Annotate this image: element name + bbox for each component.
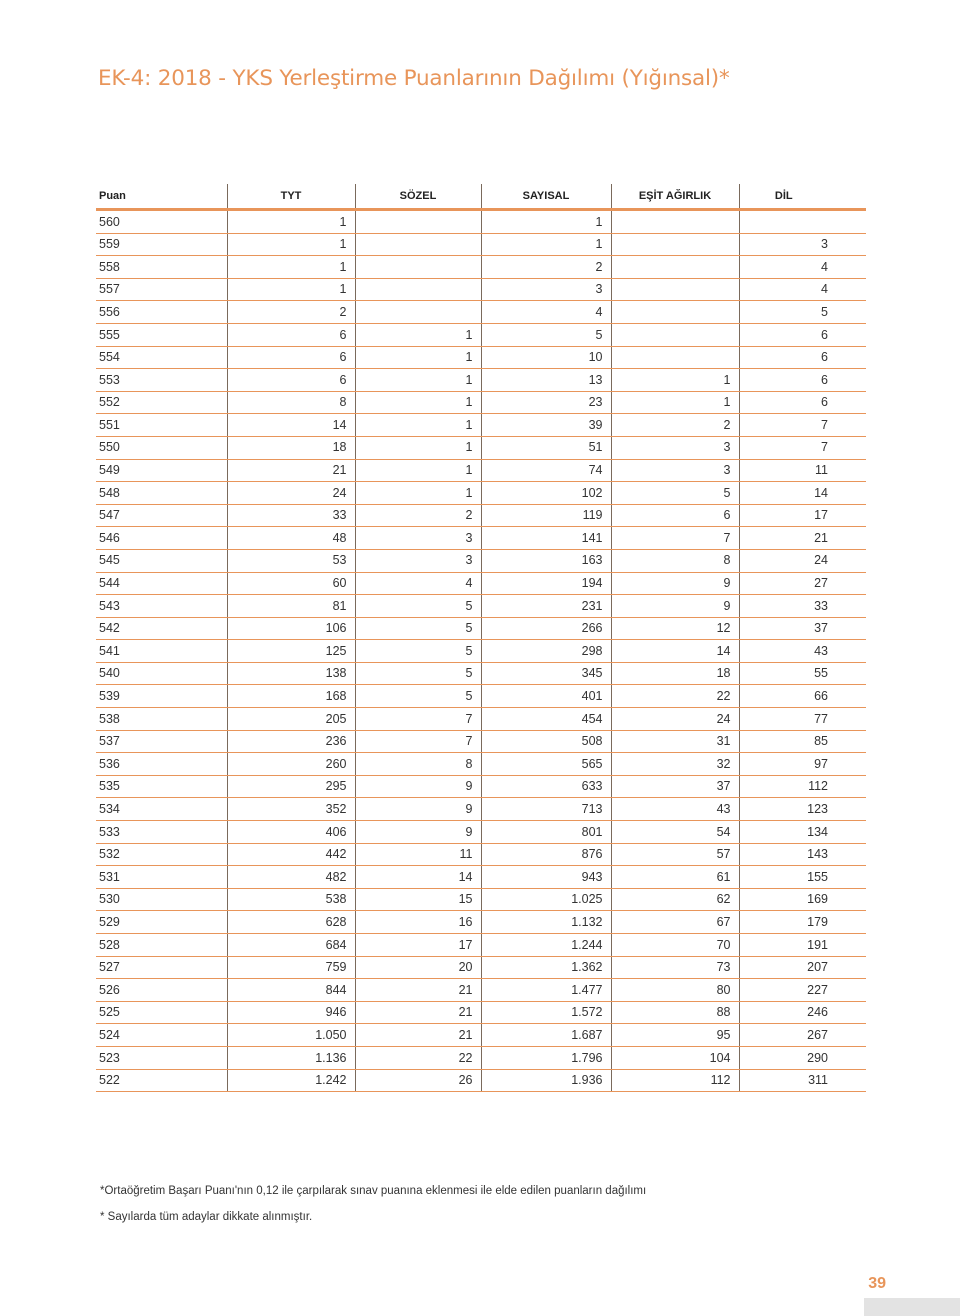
cell-tyt: 352 xyxy=(227,798,355,821)
cell-puan: 530 xyxy=(96,888,227,911)
cell-puan: 551 xyxy=(96,414,227,437)
cell-puan: 531 xyxy=(96,866,227,889)
cell-sozel xyxy=(355,256,481,279)
cell-puan: 529 xyxy=(96,911,227,934)
cell-sayisal: 454 xyxy=(481,708,611,731)
cell-puan: 552 xyxy=(96,391,227,414)
table-row xyxy=(96,911,866,934)
cell-dil: 290 xyxy=(739,1046,866,1069)
cell-dil: 246 xyxy=(739,1001,866,1024)
table-row xyxy=(96,662,866,685)
cell-sayisal: 401 xyxy=(481,685,611,708)
cell-sayisal: 266 xyxy=(481,617,611,640)
cell-tyt: 81 xyxy=(227,595,355,618)
cell-dil: 97 xyxy=(739,753,866,776)
cell-tyt: 24 xyxy=(227,482,355,505)
cell-dil: 55 xyxy=(739,662,866,685)
cell-tyt: 60 xyxy=(227,572,355,595)
cell-dil: 77 xyxy=(739,708,866,731)
cell-sayisal: 23 xyxy=(481,391,611,414)
cell-esit-agirlik: 43 xyxy=(611,798,739,821)
cell-dil: 27 xyxy=(739,572,866,595)
cell-tyt: 684 xyxy=(227,934,355,957)
cell-sozel: 9 xyxy=(355,821,481,844)
cell-sayisal: 194 xyxy=(481,572,611,595)
cell-sayisal: 10 xyxy=(481,346,611,369)
table-row xyxy=(96,572,866,595)
cell-tyt: 1 xyxy=(227,278,355,301)
cell-sozel: 21 xyxy=(355,1024,481,1047)
footnote-all-candidates: * Sayılarda tüm adaylar dikkate alınmıştır. xyxy=(100,1211,313,1223)
cell-sozel: 26 xyxy=(355,1069,481,1092)
cell-dil: 143 xyxy=(739,843,866,866)
cell-puan: 554 xyxy=(96,346,227,369)
cell-esit-agirlik xyxy=(611,278,739,301)
cell-tyt: 260 xyxy=(227,753,355,776)
table-row xyxy=(96,527,866,550)
table-row xyxy=(96,1024,866,1047)
cell-dil: 4 xyxy=(739,256,866,279)
cell-puan: 548 xyxy=(96,482,227,505)
cell-sayisal: 1.687 xyxy=(481,1024,611,1047)
cell-sayisal: 1 xyxy=(481,210,611,234)
cell-sozel xyxy=(355,233,481,256)
table-row xyxy=(96,1069,866,1092)
cell-dil: 85 xyxy=(739,730,866,753)
cell-sozel: 17 xyxy=(355,934,481,957)
cell-dil: 311 xyxy=(739,1069,866,1092)
cell-sayisal: 231 xyxy=(481,595,611,618)
cell-esit-agirlik: 2 xyxy=(611,414,739,437)
cell-sozel: 5 xyxy=(355,640,481,663)
header-sayisal: SAYISAL xyxy=(481,184,611,210)
table-row xyxy=(96,956,866,979)
table-row xyxy=(96,391,866,414)
cell-sayisal: 713 xyxy=(481,798,611,821)
header-dil: DİL xyxy=(739,184,866,210)
cell-puan: 543 xyxy=(96,595,227,618)
cell-puan: 537 xyxy=(96,730,227,753)
cell-sozel: 1 xyxy=(355,391,481,414)
cell-puan: 525 xyxy=(96,1001,227,1024)
cell-sayisal: 345 xyxy=(481,662,611,685)
cell-sayisal: 141 xyxy=(481,527,611,550)
score-distribution-table xyxy=(96,184,866,1092)
table-header-row xyxy=(96,184,866,210)
cell-puan: 557 xyxy=(96,278,227,301)
cell-dil: 6 xyxy=(739,391,866,414)
cell-tyt: 1 xyxy=(227,256,355,279)
cell-puan: 528 xyxy=(96,934,227,957)
cell-sozel: 21 xyxy=(355,1001,481,1024)
cell-dil: 6 xyxy=(739,369,866,392)
cell-tyt: 48 xyxy=(227,527,355,550)
cell-sayisal: 74 xyxy=(481,459,611,482)
footnote-obp: *Ortaöğretim Başarı Puanı'nın 0,12 ile çarpılarak sınav puanına eklenmesi ile elde edilen puanların dağılımı xyxy=(100,1185,647,1197)
table-row xyxy=(96,482,866,505)
cell-puan: 526 xyxy=(96,979,227,1002)
table-row xyxy=(96,436,866,459)
cell-esit-agirlik: 61 xyxy=(611,866,739,889)
table-row xyxy=(96,1001,866,1024)
cell-tyt: 21 xyxy=(227,459,355,482)
cell-puan: 550 xyxy=(96,436,227,459)
cell-sayisal: 13 xyxy=(481,369,611,392)
cell-puan: 546 xyxy=(96,527,227,550)
cell-sayisal: 1.936 xyxy=(481,1069,611,1092)
table-row xyxy=(96,708,866,731)
cell-esit-agirlik: 24 xyxy=(611,708,739,731)
cell-sozel: 15 xyxy=(355,888,481,911)
cell-tyt: 33 xyxy=(227,504,355,527)
cell-dil: 66 xyxy=(739,685,866,708)
cell-sayisal: 1.572 xyxy=(481,1001,611,1024)
cell-tyt: 205 xyxy=(227,708,355,731)
cell-sozel: 1 xyxy=(355,482,481,505)
cell-tyt: 236 xyxy=(227,730,355,753)
cell-tyt: 138 xyxy=(227,662,355,685)
cell-sayisal: 508 xyxy=(481,730,611,753)
cell-esit-agirlik: 73 xyxy=(611,956,739,979)
cell-esit-agirlik: 8 xyxy=(611,549,739,572)
cell-sayisal: 1.477 xyxy=(481,979,611,1002)
table-row xyxy=(96,346,866,369)
table-row xyxy=(96,210,866,234)
cell-sozel: 1 xyxy=(355,346,481,369)
cell-tyt: 442 xyxy=(227,843,355,866)
cell-esit-agirlik: 6 xyxy=(611,504,739,527)
cell-sozel: 5 xyxy=(355,685,481,708)
cell-tyt: 844 xyxy=(227,979,355,1002)
table-row xyxy=(96,369,866,392)
cell-dil: 123 xyxy=(739,798,866,821)
table-row xyxy=(96,798,866,821)
table-row xyxy=(96,934,866,957)
cell-tyt: 1.242 xyxy=(227,1069,355,1092)
cell-puan: 535 xyxy=(96,775,227,798)
cell-sayisal: 1.244 xyxy=(481,934,611,957)
cell-sayisal: 1.362 xyxy=(481,956,611,979)
cell-sozel: 1 xyxy=(355,414,481,437)
table-row xyxy=(96,753,866,776)
page-footer-bar xyxy=(864,1298,960,1316)
cell-esit-agirlik: 70 xyxy=(611,934,739,957)
cell-esit-agirlik xyxy=(611,233,739,256)
cell-tyt: 1 xyxy=(227,233,355,256)
cell-dil: 37 xyxy=(739,617,866,640)
cell-sayisal: 102 xyxy=(481,482,611,505)
cell-sozel: 7 xyxy=(355,708,481,731)
cell-puan: 558 xyxy=(96,256,227,279)
page-title: EK-4: 2018 - YKS Yerleştirme Puanlarının Dağılımı (Yığınsal)* xyxy=(98,66,730,91)
cell-dil: 207 xyxy=(739,956,866,979)
table-row xyxy=(96,504,866,527)
cell-tyt: 125 xyxy=(227,640,355,663)
header-tyt: TYT xyxy=(227,184,355,210)
cell-puan: 544 xyxy=(96,572,227,595)
cell-esit-agirlik: 57 xyxy=(611,843,739,866)
cell-sozel: 11 xyxy=(355,843,481,866)
cell-tyt: 628 xyxy=(227,911,355,934)
cell-tyt: 1 xyxy=(227,210,355,234)
cell-esit-agirlik: 67 xyxy=(611,911,739,934)
table-row xyxy=(96,278,866,301)
cell-tyt: 2 xyxy=(227,301,355,324)
cell-sayisal: 1 xyxy=(481,233,611,256)
cell-dil: 7 xyxy=(739,414,866,437)
cell-tyt: 1.050 xyxy=(227,1024,355,1047)
header-esit-agirlik: EŞİT AĞIRLIK xyxy=(611,184,739,210)
cell-esit-agirlik xyxy=(611,301,739,324)
cell-tyt: 406 xyxy=(227,821,355,844)
cell-esit-agirlik: 9 xyxy=(611,595,739,618)
cell-tyt: 8 xyxy=(227,391,355,414)
cell-esit-agirlik: 112 xyxy=(611,1069,739,1092)
cell-sayisal: 1.132 xyxy=(481,911,611,934)
table-row xyxy=(96,866,866,889)
cell-sozel: 9 xyxy=(355,798,481,821)
cell-sozel: 5 xyxy=(355,617,481,640)
header-puan: Puan xyxy=(96,184,227,210)
cell-tyt: 295 xyxy=(227,775,355,798)
cell-dil: 7 xyxy=(739,436,866,459)
cell-esit-agirlik xyxy=(611,210,739,234)
cell-esit-agirlik xyxy=(611,323,739,346)
cell-dil: 6 xyxy=(739,323,866,346)
cell-sozel: 8 xyxy=(355,753,481,776)
cell-esit-agirlik: 88 xyxy=(611,1001,739,1024)
cell-dil: 191 xyxy=(739,934,866,957)
cell-puan: 540 xyxy=(96,662,227,685)
cell-esit-agirlik: 54 xyxy=(611,821,739,844)
cell-sayisal: 119 xyxy=(481,504,611,527)
cell-esit-agirlik: 32 xyxy=(611,753,739,776)
cell-dil: 11 xyxy=(739,459,866,482)
cell-puan: 532 xyxy=(96,843,227,866)
cell-sozel: 1 xyxy=(355,436,481,459)
cell-esit-agirlik: 1 xyxy=(611,391,739,414)
cell-sozel: 20 xyxy=(355,956,481,979)
cell-sayisal: 876 xyxy=(481,843,611,866)
cell-puan: 534 xyxy=(96,798,227,821)
cell-esit-agirlik: 104 xyxy=(611,1046,739,1069)
cell-dil xyxy=(739,210,866,234)
cell-sayisal: 801 xyxy=(481,821,611,844)
cell-sozel: 1 xyxy=(355,459,481,482)
cell-tyt: 6 xyxy=(227,323,355,346)
cell-sayisal: 5 xyxy=(481,323,611,346)
cell-sozel: 22 xyxy=(355,1046,481,1069)
table-row xyxy=(96,1046,866,1069)
cell-sozel: 1 xyxy=(355,369,481,392)
table-row xyxy=(96,730,866,753)
cell-dil: 43 xyxy=(739,640,866,663)
cell-sozel: 3 xyxy=(355,527,481,550)
cell-puan: 533 xyxy=(96,821,227,844)
cell-dil: 6 xyxy=(739,346,866,369)
cell-tyt: 482 xyxy=(227,866,355,889)
cell-sayisal: 2 xyxy=(481,256,611,279)
cell-sayisal: 1.796 xyxy=(481,1046,611,1069)
cell-esit-agirlik: 5 xyxy=(611,482,739,505)
cell-puan: 559 xyxy=(96,233,227,256)
cell-puan: 555 xyxy=(96,323,227,346)
cell-sayisal: 51 xyxy=(481,436,611,459)
table-row xyxy=(96,640,866,663)
cell-sozel: 21 xyxy=(355,979,481,1002)
cell-tyt: 946 xyxy=(227,1001,355,1024)
page-number: 39 xyxy=(868,1275,886,1292)
cell-dil: 169 xyxy=(739,888,866,911)
cell-esit-agirlik: 1 xyxy=(611,369,739,392)
cell-sozel: 7 xyxy=(355,730,481,753)
cell-esit-agirlik: 12 xyxy=(611,617,739,640)
cell-dil: 14 xyxy=(739,482,866,505)
cell-tyt: 6 xyxy=(227,369,355,392)
cell-sozel xyxy=(355,210,481,234)
table-row xyxy=(96,617,866,640)
cell-dil: 3 xyxy=(739,233,866,256)
cell-esit-agirlik: 9 xyxy=(611,572,739,595)
cell-esit-agirlik: 22 xyxy=(611,685,739,708)
cell-esit-agirlik: 7 xyxy=(611,527,739,550)
header-sozel: SÖZEL xyxy=(355,184,481,210)
cell-esit-agirlik xyxy=(611,346,739,369)
cell-puan: 523 xyxy=(96,1046,227,1069)
cell-dil: 155 xyxy=(739,866,866,889)
table-row xyxy=(96,256,866,279)
cell-puan: 538 xyxy=(96,708,227,731)
cell-esit-agirlik: 37 xyxy=(611,775,739,798)
table-row xyxy=(96,323,866,346)
cell-sozel: 5 xyxy=(355,595,481,618)
cell-puan: 542 xyxy=(96,617,227,640)
table-row xyxy=(96,414,866,437)
table-row xyxy=(96,301,866,324)
cell-puan: 549 xyxy=(96,459,227,482)
cell-tyt: 538 xyxy=(227,888,355,911)
cell-sozel: 3 xyxy=(355,549,481,572)
cell-tyt: 53 xyxy=(227,549,355,572)
cell-sozel: 14 xyxy=(355,866,481,889)
cell-dil: 134 xyxy=(739,821,866,844)
cell-puan: 553 xyxy=(96,369,227,392)
cell-tyt: 106 xyxy=(227,617,355,640)
cell-puan: 539 xyxy=(96,685,227,708)
cell-tyt: 168 xyxy=(227,685,355,708)
table-row xyxy=(96,233,866,256)
cell-sozel: 5 xyxy=(355,662,481,685)
cell-tyt: 6 xyxy=(227,346,355,369)
cell-sayisal: 163 xyxy=(481,549,611,572)
cell-esit-agirlik: 3 xyxy=(611,436,739,459)
cell-dil: 5 xyxy=(739,301,866,324)
cell-puan: 556 xyxy=(96,301,227,324)
cell-sayisal: 4 xyxy=(481,301,611,324)
cell-esit-agirlik: 14 xyxy=(611,640,739,663)
cell-sozel: 1 xyxy=(355,323,481,346)
cell-tyt: 1.136 xyxy=(227,1046,355,1069)
cell-sayisal: 943 xyxy=(481,866,611,889)
cell-esit-agirlik: 3 xyxy=(611,459,739,482)
cell-dil: 112 xyxy=(739,775,866,798)
cell-puan: 545 xyxy=(96,549,227,572)
cell-dil: 4 xyxy=(739,278,866,301)
cell-esit-agirlik: 31 xyxy=(611,730,739,753)
cell-esit-agirlik: 18 xyxy=(611,662,739,685)
table-row xyxy=(96,459,866,482)
cell-sayisal: 39 xyxy=(481,414,611,437)
table-row xyxy=(96,888,866,911)
cell-tyt: 18 xyxy=(227,436,355,459)
cell-puan: 536 xyxy=(96,753,227,776)
table-row xyxy=(96,595,866,618)
cell-puan: 560 xyxy=(96,210,227,234)
cell-dil: 33 xyxy=(739,595,866,618)
cell-puan: 541 xyxy=(96,640,227,663)
table-row xyxy=(96,979,866,1002)
cell-sozel: 4 xyxy=(355,572,481,595)
cell-dil: 227 xyxy=(739,979,866,1002)
cell-sayisal: 3 xyxy=(481,278,611,301)
table-row xyxy=(96,549,866,572)
table-row xyxy=(96,685,866,708)
cell-sozel: 9 xyxy=(355,775,481,798)
cell-puan: 547 xyxy=(96,504,227,527)
cell-sayisal: 298 xyxy=(481,640,611,663)
cell-dil: 24 xyxy=(739,549,866,572)
cell-sozel xyxy=(355,278,481,301)
cell-puan: 527 xyxy=(96,956,227,979)
cell-esit-agirlik: 62 xyxy=(611,888,739,911)
cell-dil: 17 xyxy=(739,504,866,527)
table-body xyxy=(96,210,866,1092)
cell-tyt: 759 xyxy=(227,956,355,979)
cell-sayisal: 1.025 xyxy=(481,888,611,911)
cell-dil: 267 xyxy=(739,1024,866,1047)
table-row xyxy=(96,843,866,866)
cell-esit-agirlik: 95 xyxy=(611,1024,739,1047)
cell-tyt: 14 xyxy=(227,414,355,437)
cell-puan: 522 xyxy=(96,1069,227,1092)
table-row xyxy=(96,821,866,844)
cell-dil: 21 xyxy=(739,527,866,550)
cell-sayisal: 565 xyxy=(481,753,611,776)
cell-sozel: 2 xyxy=(355,504,481,527)
cell-dil: 179 xyxy=(739,911,866,934)
cell-sozel xyxy=(355,301,481,324)
cell-puan: 524 xyxy=(96,1024,227,1047)
cell-esit-agirlik: 80 xyxy=(611,979,739,1002)
table-row xyxy=(96,775,866,798)
cell-sayisal: 633 xyxy=(481,775,611,798)
cell-sozel: 16 xyxy=(355,911,481,934)
cell-esit-agirlik xyxy=(611,256,739,279)
